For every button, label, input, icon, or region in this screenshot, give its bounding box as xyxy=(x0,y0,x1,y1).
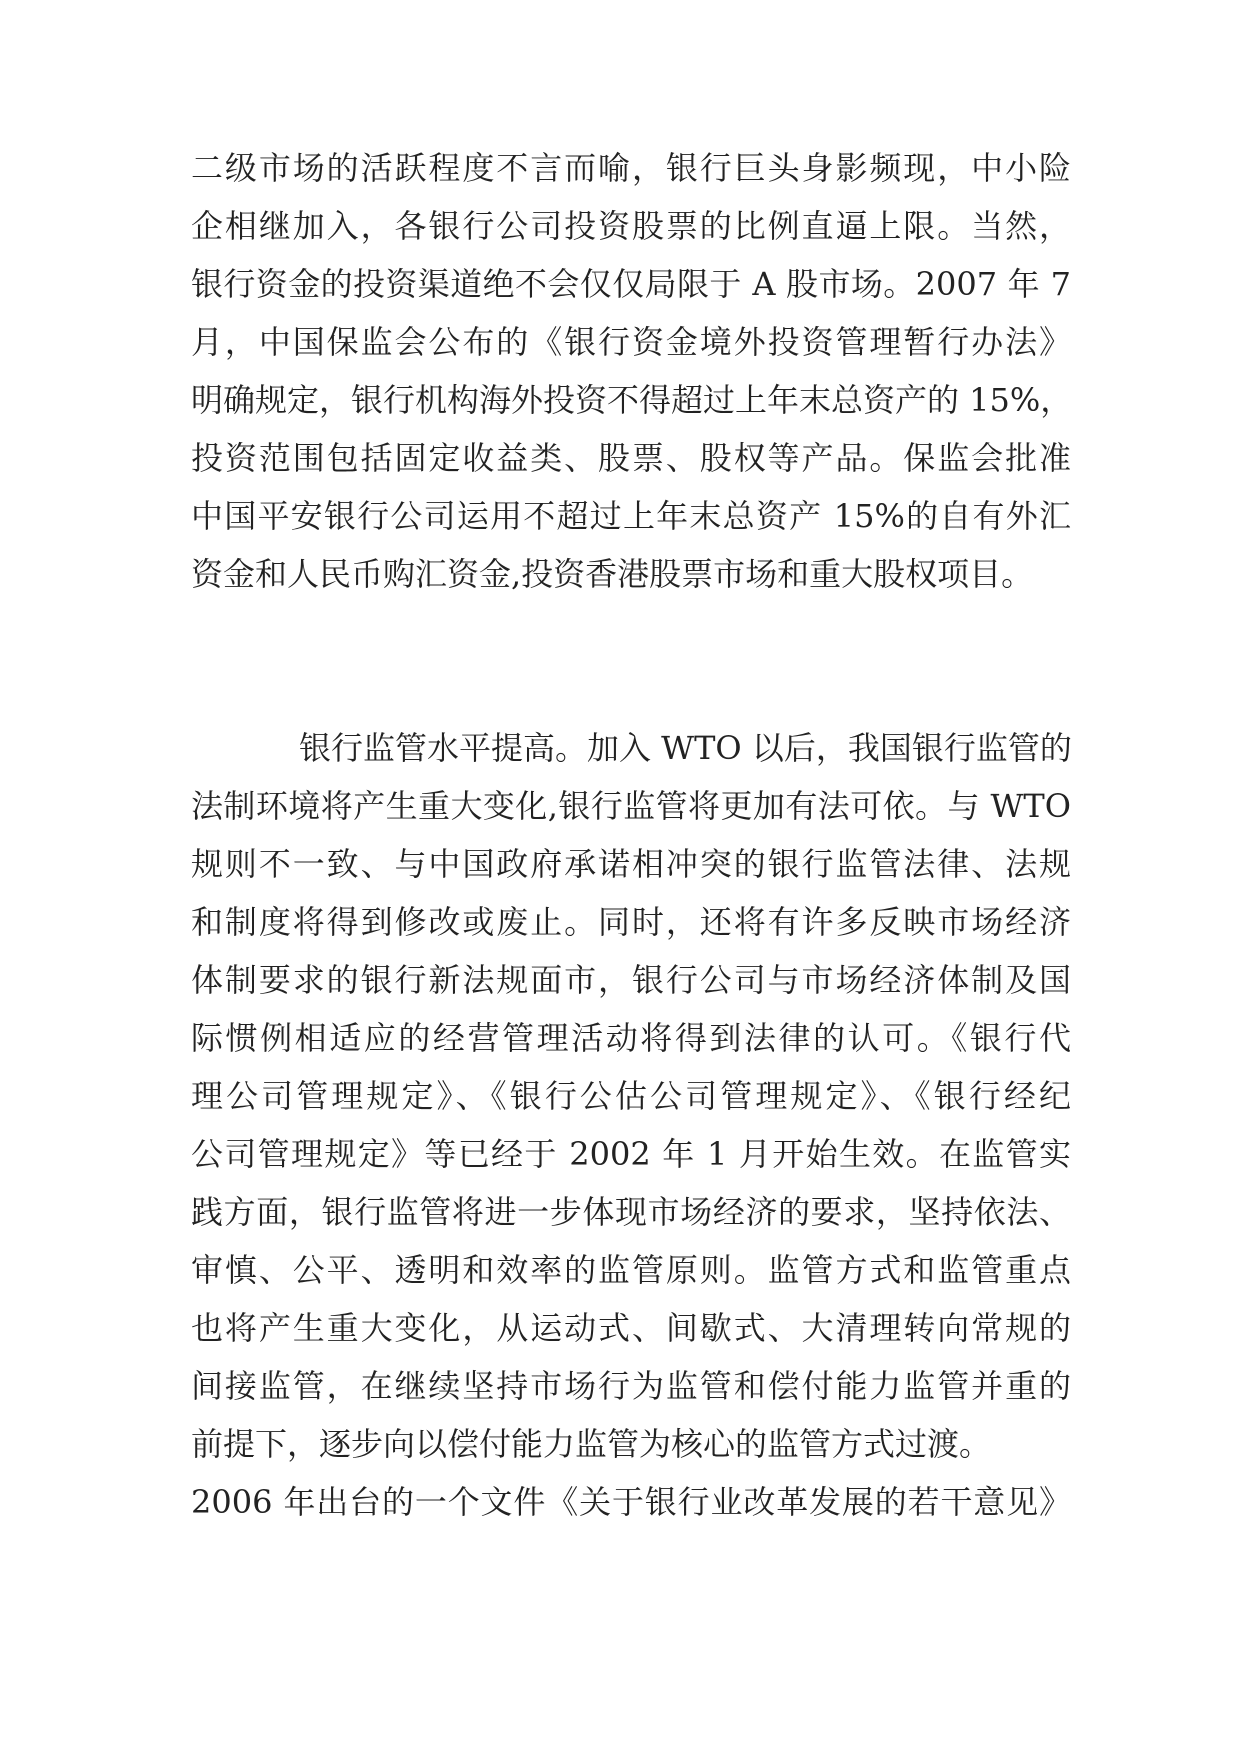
text-line: 银行监管水平提高。加入 WTO 以后，我国银行监管的 xyxy=(299,729,1072,767)
text-line: 投资范围包括固定收益类、股票、股权等产品。保监会批准 xyxy=(191,439,1071,477)
text-line: 法制环境将产生重大变化,银行监管将更加有法可依。与 WTO xyxy=(191,787,1071,825)
text-line: 规则不一致、与中国政府承诺相冲突的银行监管法律、法规 xyxy=(191,845,1071,883)
text-line: 际惯例相适应的经营管理活动将得到法律的认可。《银行代 xyxy=(191,1019,1071,1057)
text-line: 中国平安银行公司运用不超过上年末总资产 15%的自有外汇 xyxy=(191,497,1071,535)
text-line: 2006 年出台的一个文件《关于银行业改革发展的若干意见》 xyxy=(191,1483,1071,1521)
text-line: 月，中国保监会公布的《银行资金境外投资管理暂行办法》 xyxy=(191,323,1071,361)
text-line: 公司管理规定》等已经于 2002 年 1 月开始生效。在监管实 xyxy=(191,1135,1071,1173)
text-line: 企相继加入，各银行公司投资股票的比例直逼上限。当然， xyxy=(191,207,1071,245)
text-line: 资金和人民币购汇资金,投资香港股票市场和重大股权项目。 xyxy=(191,555,1034,593)
text-line: 和制度将得到修改或废止。同时，还将有许多反映市场经济 xyxy=(191,903,1071,941)
text-line: 也将产生重大变化，从运动式、间歇式、大清理转向常规的 xyxy=(191,1309,1071,1347)
text-line: 审慎、公平、透明和效率的监管原则。监管方式和监管重点 xyxy=(191,1251,1071,1289)
text-line: 明确规定，银行机构海外投资不得超过上年末总资产的 15%， xyxy=(191,381,1073,419)
text-line: 间接监管，在继续坚持市场行为监管和偿付能力监管并重的 xyxy=(191,1367,1071,1405)
text-line: 前提下，逐步向以偿付能力监管为核心的监管方式过渡。 xyxy=(191,1425,992,1463)
text-line: 银行资金的投资渠道绝不会仅仅局限于 A 股市场。2007 年 7 xyxy=(191,265,1071,303)
text-line: 二级市场的活跃程度不言而喻，银行巨头身影频现，中小险 xyxy=(191,149,1071,187)
text-line: 体制要求的银行新法规面市，银行公司与市场经济体制及国 xyxy=(191,961,1071,999)
text-line: 践方面，银行监管将进一步体现市场经济的要求，坚持依法、 xyxy=(191,1193,1071,1231)
text-line: 理公司管理规定》、《银行公估公司管理规定》、《银行经纪 xyxy=(191,1077,1071,1115)
